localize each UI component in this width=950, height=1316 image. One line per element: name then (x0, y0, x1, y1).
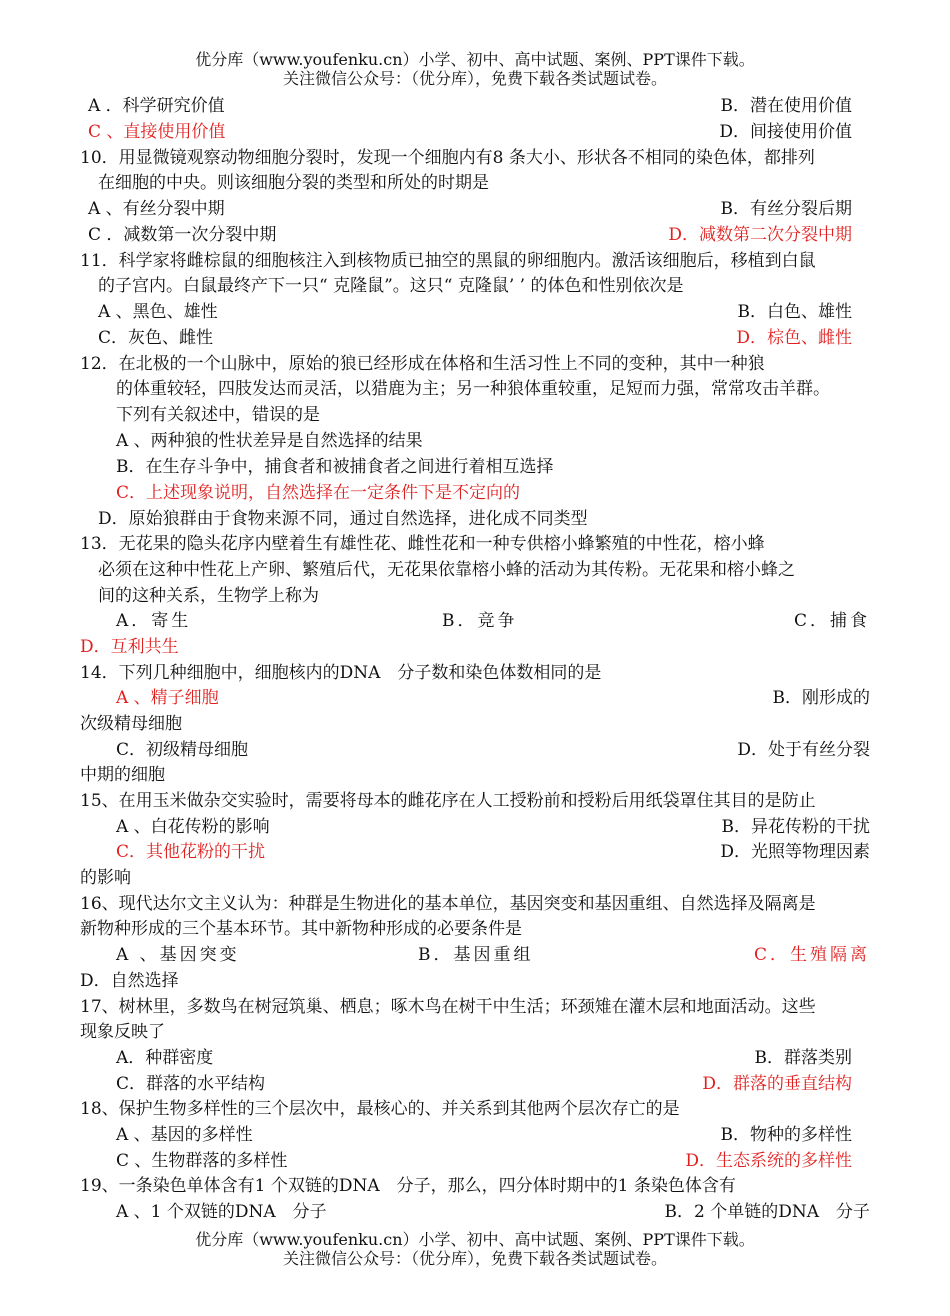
q15-option-d-part-2: 的影响 (80, 868, 131, 888)
q14-option-d-part-1: D．处于有丝分裂 (737, 740, 870, 760)
q17-stem-line-2: 现象反映了 (80, 1022, 165, 1042)
q11-option-a: A 、黑色、雄性 (98, 302, 218, 322)
q9-option-c-answer: C 、直接使用价值 (88, 122, 226, 142)
q13-stem-line-1: 13．无花果的隐头花序内壁着生有雄性花、雌性花和一种专供榕小蜂繁殖的中性花，榕小蜂 (80, 534, 765, 554)
q14-option-b-part-2: 次级精母细胞 (80, 714, 182, 734)
q19-option-a: A 、1 个双链的DNA 分子 (116, 1202, 327, 1222)
q12-stem-line-2: 的体重较轻，四肢发达而灵活，以猎鹿为主；另一种狼体重较重，足短而力强，常常攻击羊群。 (116, 379, 830, 399)
q17-option-a: A．种群密度 (116, 1048, 214, 1068)
q12-option-d: D．原始狼群由于食物来源不同，通过自然选择，进化成不同类型 (98, 509, 588, 529)
q12-option-a: A 、两种狼的性状差异是自然选择的结果 (116, 431, 423, 451)
q12-option-b: B．在生存斗争中，捕食者和被捕食者之间进行着相互选择 (116, 457, 554, 477)
q12-stem-line-3: 下列有关叙述中，错误的是 (116, 405, 320, 425)
q17-option-d-answer: D．群落的垂直结构 (702, 1074, 852, 1094)
q19-stem-line-1: 19、一条染色单体含有1 个双链的DNA 分子，那么，四分体时期中的1 条染色体含有 (80, 1176, 736, 1196)
q10-option-c: C ．减数第一次分裂中期 (88, 225, 277, 245)
q16-option-b: B．基因重组 (418, 945, 534, 965)
q18-option-c: C 、生物群落的多样性 (116, 1151, 288, 1171)
q13-option-b: B．竞争 (442, 611, 518, 631)
q15-option-b: B．异花传粉的干扰 (721, 817, 870, 837)
q18-option-a: A 、基因的多样性 (116, 1125, 253, 1145)
q16-option-a: A 、基因突变 (116, 945, 240, 965)
q16-option-c-answer: C．生殖隔离 (753, 945, 870, 965)
q14-option-b-part-1: B．刚形成的 (772, 688, 870, 708)
header-line-2: 关注微信公众号：（优分库），免费下载各类试题试卷。 (282, 69, 667, 88)
q10-stem-line-1: 10．用显微镜观察动物细胞分裂时，发现一个细胞内有8 条大小、形状各不相同的染色体，都排列 (80, 148, 815, 168)
q12-stem-line-1: 12．在北极的一个山脉中，原始的狼已经形成在体格和生活习性上不同的变种，其中一种狼 (80, 354, 765, 374)
q15-option-c-answer: C．其他花粉的干扰 (116, 842, 266, 862)
q10-option-a: A 、有丝分裂中期 (88, 199, 225, 219)
q17-option-b: B．群落类别 (754, 1048, 852, 1068)
q16-option-d: D．自然选择 (80, 971, 179, 991)
footer-line-1: 优分库（www.youfenku.cn）小学、初中、高中试题、案例、PPT课件下载。 (195, 1230, 755, 1249)
q16-stem-line-2: 新物种形成的三个基本环节。其中新物种形成的必要条件是 (80, 919, 522, 939)
q11-option-b: B．白色、雄性 (737, 302, 852, 322)
header-line-1: 优分库（www.youfenku.cn）小学、初中、高中试题、案例、PPT课件下载。 (195, 50, 755, 69)
q17-stem-line-1: 17、树林里，多数鸟在树冠筑巢、栖息；啄木鸟在树干中生活；环颈雉在灌木层和地面活动。这些 (80, 997, 816, 1017)
q17-option-c: C．群落的水平结构 (116, 1074, 266, 1094)
q13-option-a: A．寄生 (116, 611, 192, 631)
q18-stem-line-1: 18、保护生物多样性的三个层次中，最核心的、并关系到其他两个层次存亡的是 (80, 1099, 680, 1119)
q9-option-b: B．潜在使用价值 (720, 96, 852, 116)
q15-option-a: A 、白花传粉的影响 (116, 817, 270, 837)
q16-stem-line-1: 16、现代达尔文主义认为：种群是生物进化的基本单位，基因突变和基因重组、自然选择及隔离是 (80, 894, 816, 914)
q15-option-d-part-1: D．光照等物理因素 (720, 842, 870, 862)
q14-option-c: C．初级精母细胞 (116, 740, 249, 760)
q11-option-d-answer: D．棕色、雌性 (736, 328, 852, 348)
q11-stem-line-2: 的子宫内。白鼠最终产下一只“ 克隆鼠”。这只“ 克隆鼠’ ’ 的体色和性别依次是 (98, 276, 684, 296)
q18-option-b: B．物种的多样性 (720, 1125, 852, 1145)
q14-stem-line-1: 14．下列几种细胞中，细胞核内的DNA 分子数和染色体数相同的是 (80, 663, 602, 683)
q18-option-d-answer: D．生态系统的多样性 (685, 1151, 852, 1171)
q14-option-a-answer: A 、精子细胞 (116, 688, 219, 708)
q13-option-c: C．捕食 (793, 611, 870, 631)
q9-option-d: D．间接使用价值 (719, 122, 852, 142)
q19-option-b: B．2 个单链的DNA 分子 (664, 1202, 870, 1222)
q11-stem-line-1: 11．科学家将雌棕鼠的细胞核注入到核物质已抽空的黑鼠的卵细胞内。激活该细胞后，移植到白鼠 (80, 251, 816, 271)
q13-stem-line-2: 必须在这种中性花上产卵、繁殖后代，无花果依靠榕小蜂的活动为其传粉。无花果和榕小蜂之 (98, 560, 795, 580)
q10-option-b: B．有丝分裂后期 (720, 199, 852, 219)
q14-option-d-part-2: 中期的细胞 (80, 765, 165, 785)
q11-option-c: C．灰色、雌性 (98, 328, 214, 348)
footer-line-2: 关注微信公众号：（优分库），免费下载各类试题试卷。 (282, 1249, 667, 1268)
q9-option-a: A ．科学研究价值 (88, 96, 225, 116)
q10-option-d-answer: D．减数第二次分裂中期 (668, 225, 852, 245)
q10-stem-line-2: 在细胞的中央。则该细胞分裂的类型和所处的时期是 (98, 173, 489, 193)
q13-option-d-answer: D．互利共生 (80, 637, 179, 657)
q13-stem-line-3: 间的这种关系，生物学上称为 (98, 586, 319, 606)
q12-option-c-answer: C．上述现象说明，自然选择在一定条件下是不定向的 (116, 483, 521, 503)
q15-stem-line-1: 15、在用玉米做杂交实验时，需要将母本的雌花序在人工授粉前和授粉后用纸袋罩住其目的是防止 (80, 791, 816, 811)
